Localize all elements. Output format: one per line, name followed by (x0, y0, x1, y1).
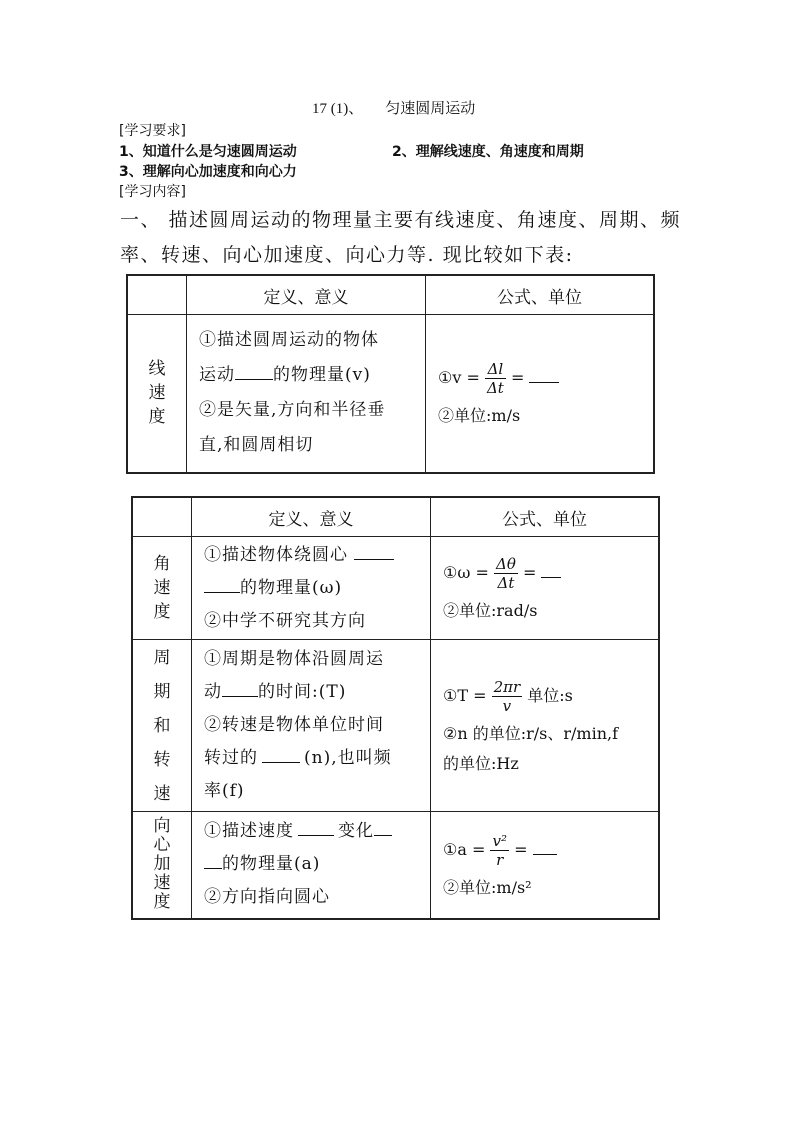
def-line (204, 848, 430, 881)
row-label-char: 线 (148, 359, 166, 380)
def-line (204, 539, 430, 572)
def-line: ②是矢量,方向和半径垂 (199, 400, 386, 421)
page-title (312, 97, 475, 118)
unit-line: 的单位:Hz (443, 753, 519, 773)
row-label-char: 角 (153, 554, 171, 574)
fraction-numerator: Δθ (495, 555, 516, 573)
fill-blank (529, 368, 559, 383)
formula-equals: = (514, 839, 528, 859)
def-text: ①描述速度 (204, 821, 294, 842)
formula-unit: 单位:s (527, 685, 573, 705)
def-line: 直,和圆周相切 (199, 435, 314, 456)
requirements-header: [学习要求] (119, 123, 186, 139)
header-empty-cell (132, 497, 192, 537)
fill-blank (541, 563, 561, 578)
fraction-numerator: 2πr (493, 677, 521, 696)
definition-cell (187, 315, 426, 473)
fill-blank (235, 365, 273, 380)
def-line: 率(f) (204, 781, 245, 801)
row-label-char: 速 (153, 873, 171, 894)
row-label-linear-velocity (127, 315, 187, 473)
unit-line: ②n 的单位:r/s、r/min,f (443, 723, 619, 743)
requirement-3: 3、理解向心加速度和向心力 (119, 164, 297, 180)
fraction-denominator: Δt (486, 379, 504, 398)
def-text: 动 (204, 682, 222, 702)
def-text: 的物理量(a) (222, 854, 321, 875)
def-line: ①周期是物体沿圆周运 (204, 649, 384, 669)
row-label-char: 度 (148, 407, 166, 428)
formula-cell (431, 812, 660, 919)
content-header: [学习内容] (119, 184, 186, 200)
title-number: 17 (1)、 (312, 101, 364, 117)
intro-line-1: 一、 描述圆周运动的物理量主要有线速度、角速度、周期、频 (120, 209, 682, 231)
header-definition: 定义、意义 (192, 497, 431, 537)
fill-blank (533, 840, 557, 855)
def-line (204, 676, 430, 709)
definition-cell (192, 812, 431, 919)
unit-line: ②单位:m/s² (443, 877, 532, 897)
unit-line: ②单位:m/s (438, 406, 521, 426)
formula-prefix: ①T = (443, 685, 487, 705)
formula-equals: = (522, 563, 537, 582)
fill-blank (298, 821, 334, 836)
def-line: ②方向指向圆心 (204, 887, 330, 908)
def-line: ②转速是物体单位时间 (204, 715, 384, 735)
def-text: (n),也叫频 (304, 748, 392, 768)
definition-cell (192, 537, 431, 640)
formula-prefix: ①v = (438, 368, 480, 388)
header-formula: 公式、单位 (426, 275, 655, 315)
row-label-char: 加 (153, 854, 171, 875)
row-label-char: 速 (148, 383, 166, 404)
header-definition: 定义、意义 (187, 275, 426, 315)
fill-blank (354, 545, 394, 560)
header-empty-cell (127, 275, 187, 315)
row-label-char: 速 (153, 578, 171, 598)
fraction-denominator: Δt (497, 574, 515, 592)
requirement-2: 2、理解线速度、角速度和周期 (392, 144, 584, 160)
fraction-denominator: v (502, 696, 512, 715)
angular-quantities-table (131, 496, 660, 920)
unit-line: ②单位:rad/s (443, 601, 538, 620)
linear-velocity-table (126, 274, 655, 474)
def-text: 的物理量(v) (273, 365, 371, 386)
intro-line-2: 率、转速、向心加速度、向心力等. 现比较如下表: (120, 244, 574, 266)
def-line (204, 815, 430, 848)
def-line: ②中学不研究其方向 (204, 610, 366, 631)
title-text: 匀速圆周运动 (385, 99, 476, 117)
def-text: 的物理量(ω) (240, 577, 343, 598)
formula-line (443, 673, 658, 719)
formula-line (438, 355, 653, 401)
fill-blank (262, 748, 300, 763)
row-label-char: 度 (153, 892, 171, 913)
fraction-denominator: r (496, 850, 504, 869)
fraction (485, 360, 506, 397)
row-label-char: 和 (153, 715, 171, 736)
formula-equals: = (510, 368, 525, 388)
fill-blank (374, 821, 392, 836)
def-line (204, 742, 430, 775)
formula-line (443, 827, 658, 873)
def-line (199, 358, 425, 393)
row-label-char: 期 (153, 681, 171, 702)
def-text: 转过的 (204, 748, 258, 768)
row-label-period-rotation (132, 640, 192, 812)
formula-prefix: ①a = (443, 839, 486, 859)
formula-line (443, 550, 658, 596)
fraction (494, 555, 518, 592)
row-label-char: 周 (153, 647, 171, 668)
row-label-char: 向 (153, 816, 171, 837)
row-label-char: 转 (153, 749, 171, 770)
requirement-1: 1、知道什么是匀速圆周运动 (119, 144, 297, 160)
row-label-char: 度 (153, 602, 171, 622)
fill-blank (222, 682, 258, 697)
formula-cell (426, 315, 655, 473)
fraction-numerator: Δl (485, 360, 506, 379)
row-label-char: 心 (153, 835, 171, 856)
def-text: 变化 (338, 821, 374, 842)
formula-cell (431, 537, 660, 640)
fraction (492, 678, 523, 715)
row-label-centripetal-acceleration (132, 812, 192, 919)
def-text: 运动 (199, 365, 235, 386)
definition-cell (192, 640, 431, 812)
fill-blank (204, 578, 240, 593)
def-text: 的时间:(T) (258, 682, 347, 702)
def-line (204, 572, 430, 605)
fraction (490, 832, 509, 869)
row-label-angular-velocity (132, 537, 192, 640)
formula-cell (431, 640, 660, 812)
row-label-char: 速 (153, 783, 171, 804)
header-formula: 公式、单位 (431, 497, 660, 537)
def-text: ①描述物体绕圆心 (204, 544, 348, 565)
def-line: ①描述圆周运动的物体 (199, 330, 379, 351)
formula-prefix: ①ω = (443, 563, 489, 582)
fraction-numerator: v² (492, 831, 507, 850)
fill-blank (204, 854, 222, 869)
